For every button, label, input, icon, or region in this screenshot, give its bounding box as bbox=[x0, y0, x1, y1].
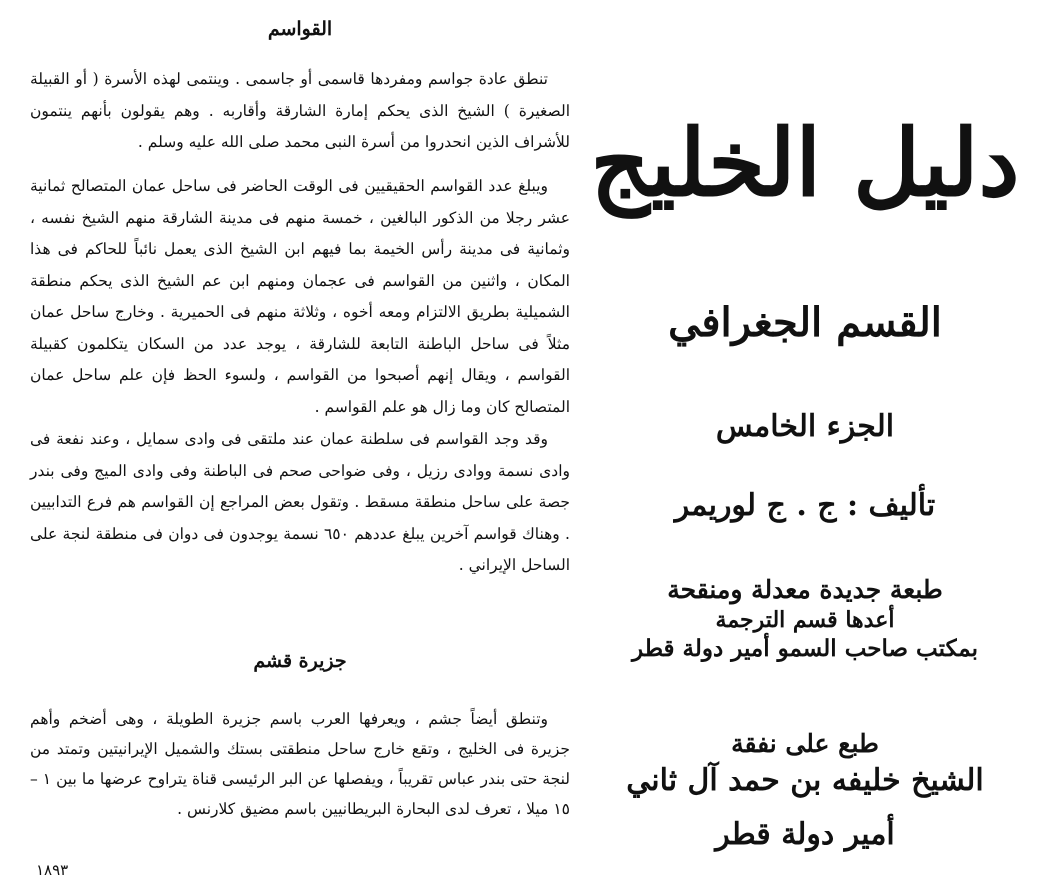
edition-line-1: طبعة جديدة معدلة ومنقحة bbox=[667, 575, 943, 604]
paragraph-4: وتنطق أيضاً جشم ، ويعرفها العرب باسم جزيرة الطويلة ، وهى أضخم وأهم جزيرة فى الخليج ، وتقع خارج ساحل منطقتى بستك والشميل الإيرانيتين وتمتد من لنجة حتى بندر عباس تقريباً ، ويفصلها عن البر الرئيسى قناة يتراوح عرضها ما بين ١ – ١٥ ميلا ، تعرف لدى البحارة البريطانيين باسم مضيق كلارنس . bbox=[30, 710, 570, 818]
volume-label: الجزء الخامس bbox=[715, 409, 895, 444]
paragraph-3: وقد وجد القواسم فى سلطنة عمان عند ملتقى فى وادى سمايل ، وعند نفعة فى وادى نسمة ووادى رزيل ، وفى ضواحى صحم فى الباطنة وفى وادى الميج وفى بندر جصة على ساحل منطقة مسقط . وتقول بعض المراجع إن القواسم هم فرع التدابيين . وهناك قواسم آخرين يبلغ عددهم ٦٥٠ نسمة يوجدون فى دوان فى منطقة لنجة على الساحل الإيراني . bbox=[30, 430, 570, 574]
article-page bbox=[30, 0, 570, 895]
edition-line-2: أعدها قسم الترجمة bbox=[715, 607, 895, 633]
edition-line-3: بمكتب صاحب السمو أمير دولة قطر bbox=[632, 635, 978, 662]
page-number: ١٨٩٣ bbox=[36, 861, 69, 879]
section-title-qawasim: القواسم bbox=[267, 18, 333, 40]
author-line: تأليف : ج . ج لوريمر bbox=[674, 488, 936, 523]
title-page bbox=[585, 0, 1025, 895]
funded-line-2: الشيخ خليفه بن حمد آل ثاني bbox=[626, 763, 984, 798]
book-subtitle: القسم الجغرافي bbox=[668, 299, 942, 346]
paragraph-1: تنطق عادة جواسم ومفردها قاسمى أو جاسمى . وينتمى لهذه الأسرة ( أو القبيلة الصغيرة ) الشيخ الذى يحكم إمارة الشارقة وأقاربه . وهم يقولون بأنهم ينتمون للأشراف الذين انحدروا من أسرة النبى محمد صلى الله عليه وسلم . bbox=[30, 70, 570, 151]
funded-line-1: طبع على نفقة bbox=[731, 729, 879, 758]
section-title-qeshm: جزيرة قشم bbox=[253, 650, 347, 672]
funded-line-3: أمير دولة قطر bbox=[715, 817, 895, 852]
paragraph-2: ويبلغ عدد القواسم الحقيقيين فى الوقت الحاضر فى ساحل عمان المتصالح ثمانية عشر رجلا من الذكور البالغين ، خمسة منهم فى مدينة الشارقة منهم الشيخ نفسه ، وثمانية فى مدينة رأس الخيمة بما فيهم ابن الشيخ الذى يعمل نائباً للحاكم فى هذا المكان ، واثنين من القواسم فى عجمان ومنهم ابن عم الشيخ الذى يحكم منطقة الشميلية بطريق الالتزام ومعه أخوه ، وثلاثة منهم فى الحميرية . وخارج ساحل عمان مثلاً فى ساحل الباطنة التابعة للشارقة ، يوجد عدد من السكان يتكلمون كقبيلة القواسم ، ويقال إنهم أصبحوا من القواسم ، ولسوء الحظ فإن علم ساحل عمان المتصالح كان وما زال هو علم القواسم . bbox=[30, 177, 570, 416]
book-title: دليل الخليج bbox=[590, 109, 1020, 217]
